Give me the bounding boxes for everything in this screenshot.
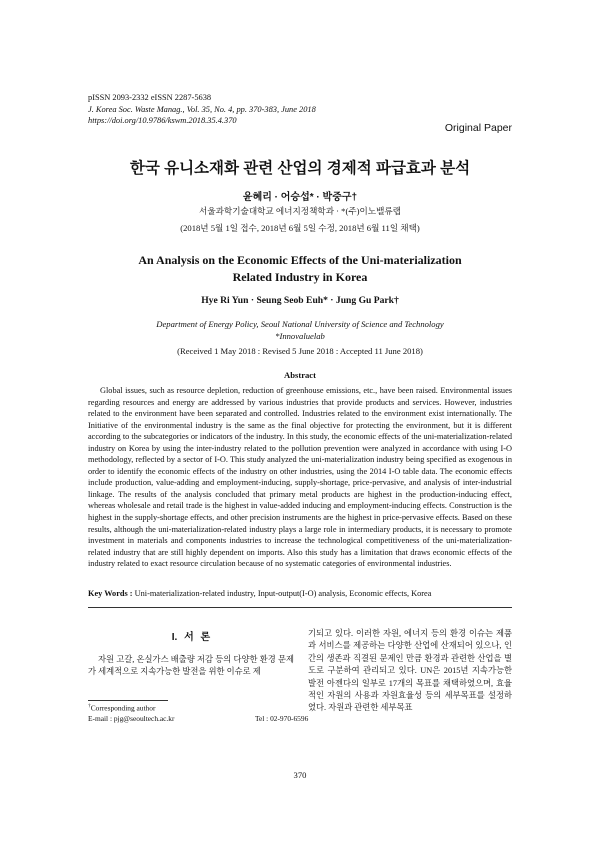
- english-dates: (Received 1 May 2018 : Revised 5 June 2018 : Accepted 11 June 2018): [177, 346, 423, 356]
- page-number: 370: [293, 770, 307, 780]
- footnote-email[interactable]: E-mail : pjg@seoultech.ac.kr: [88, 714, 175, 723]
- footnote-label: Corresponding author: [90, 703, 156, 713]
- journal-header: [88, 92, 316, 127]
- footnote-tel: Tel : 02-970-6596: [255, 714, 309, 723]
- body-right-column: 기되고 있다. 이러한 자원, 에너지 등의 환경 이슈는 제품과 서비스를 제공하는 다양한 산업에 산재되어 있으나, 인간의 생존과 직결된 문제인 만큼 환경과 관련한 산업을 별도로 구분하여 관리되고 있다. UN은 2015년 지속가능한 발전 아젠다의 일부로 17개의 목표를 채택하였으며, 효율적인 자원의 사용과 자원효율성 등의 세부목표를 설정하였다. 자원과 관련한 세부목표: [308, 629, 512, 713]
- footnote-mark: †: [88, 703, 91, 709]
- english-title-line1: An Analysis on the Economic Effects of the Uni-materialization: [138, 253, 462, 267]
- korean-authors: 윤혜리 · 어승섭* · 박중구†: [242, 192, 358, 203]
- footnote-divider: [88, 700, 168, 701]
- section-divider: [88, 607, 512, 608]
- english-affiliation-line2: *Innovaluelab: [275, 331, 325, 341]
- english-affiliation: [0, 318, 600, 342]
- english-authors: Hye Ri Yun · Seung Seob Euh* · Jung Gu Park†: [201, 295, 399, 306]
- issn: pISSN 2093-2332 eISSN 2287-5638: [88, 93, 212, 102]
- korean-dates: (2018년 5월 1일 접수, 2018년 6월 5일 수정, 2018년 6월 11일 채택): [180, 223, 420, 233]
- english-title: [0, 252, 600, 286]
- keywords-label: Key Words :: [88, 589, 133, 598]
- abstract-body: Global issues, such as resource depletion, reduction of greenhouse emissions, etc., have been raised. Environmental issues regarding resources and energy are addressed by various industries that provide products and services. However, industries related to the environment have been separated and controlled. Industries related to the environment exist internationally. The Initiative of the environmental industry is the same as the final objective for protecting the environment, but it is different according to the subcategories or indicators of the industry. In this study, the economic effects of the uni-materialization-related industry on Korea by using the inter-industry related to the pollution prevention were analyzed in accordance with using I-O methodology, reflected by a sector of I-O. This study analyzed the uni-materialization industry being specified as exogenous in order to identify the economic effects of the industry on other industries, using the 2014 I-O table data. The economic effects include production, value-adding and employment-inducing, supply-shortage, price-pervasive, and analysis of inter-industrial linkage. The results of the analysis concluded that primary metal products are highest in the production-inducing effect, whereas wholesale and retail trade is the highest in value-added inducing and employment-inducing effects. Construction is the highest in the supply-shortage effects, and other precision instruments are the highest in price-pervasive effects. Based on these results, although the uni-materialization-related industry plays a large role in intermediary products, it is necessary to promote investment in materials and components industries to increase the technological competitiveness of the uni-materialization-related industry that are still highly dependent on imports. Also this study has a limitation that draws economic effects of the industry related to exact resource circulation because of no systematic categories of environmental industries.: [88, 386, 512, 569]
- footnote-corresponding: [88, 703, 155, 712]
- english-affiliation-line1: Department of Energy Policy, Seoul National University of Science and Technology: [156, 319, 444, 329]
- keywords-list: Uni-materialization-related industry, Input-output(I-O) analysis, Economic effects, Korea: [132, 589, 432, 598]
- citation: J. Korea Soc. Waste Manag., Vol. 35, No. 4, pp. 370-383, June 2018: [88, 104, 316, 114]
- doi-link[interactable]: https://doi.org/10.9786/kswm.2018.35.4.370: [88, 116, 237, 125]
- keywords: [88, 589, 512, 598]
- article-type: Original Paper: [444, 122, 512, 134]
- section-heading: I. 서 론: [171, 632, 211, 643]
- english-title-line2: Related Industry in Korea: [232, 270, 368, 284]
- korean-title: 한국 유니소재화 관련 산업의 경제적 파급효과 분석: [129, 160, 471, 177]
- body-left-column: 자원 고갈, 온실가스 배출량 저감 등의 다양한 환경 문제가 세계적으로 지속가능한 발전을 위한 이슈로 제: [88, 655, 294, 677]
- abstract-heading: Abstract: [284, 370, 316, 380]
- korean-affiliation: 서울과학기술대학교 에너지정책학과 · *(주)이노밸류랩: [199, 206, 401, 216]
